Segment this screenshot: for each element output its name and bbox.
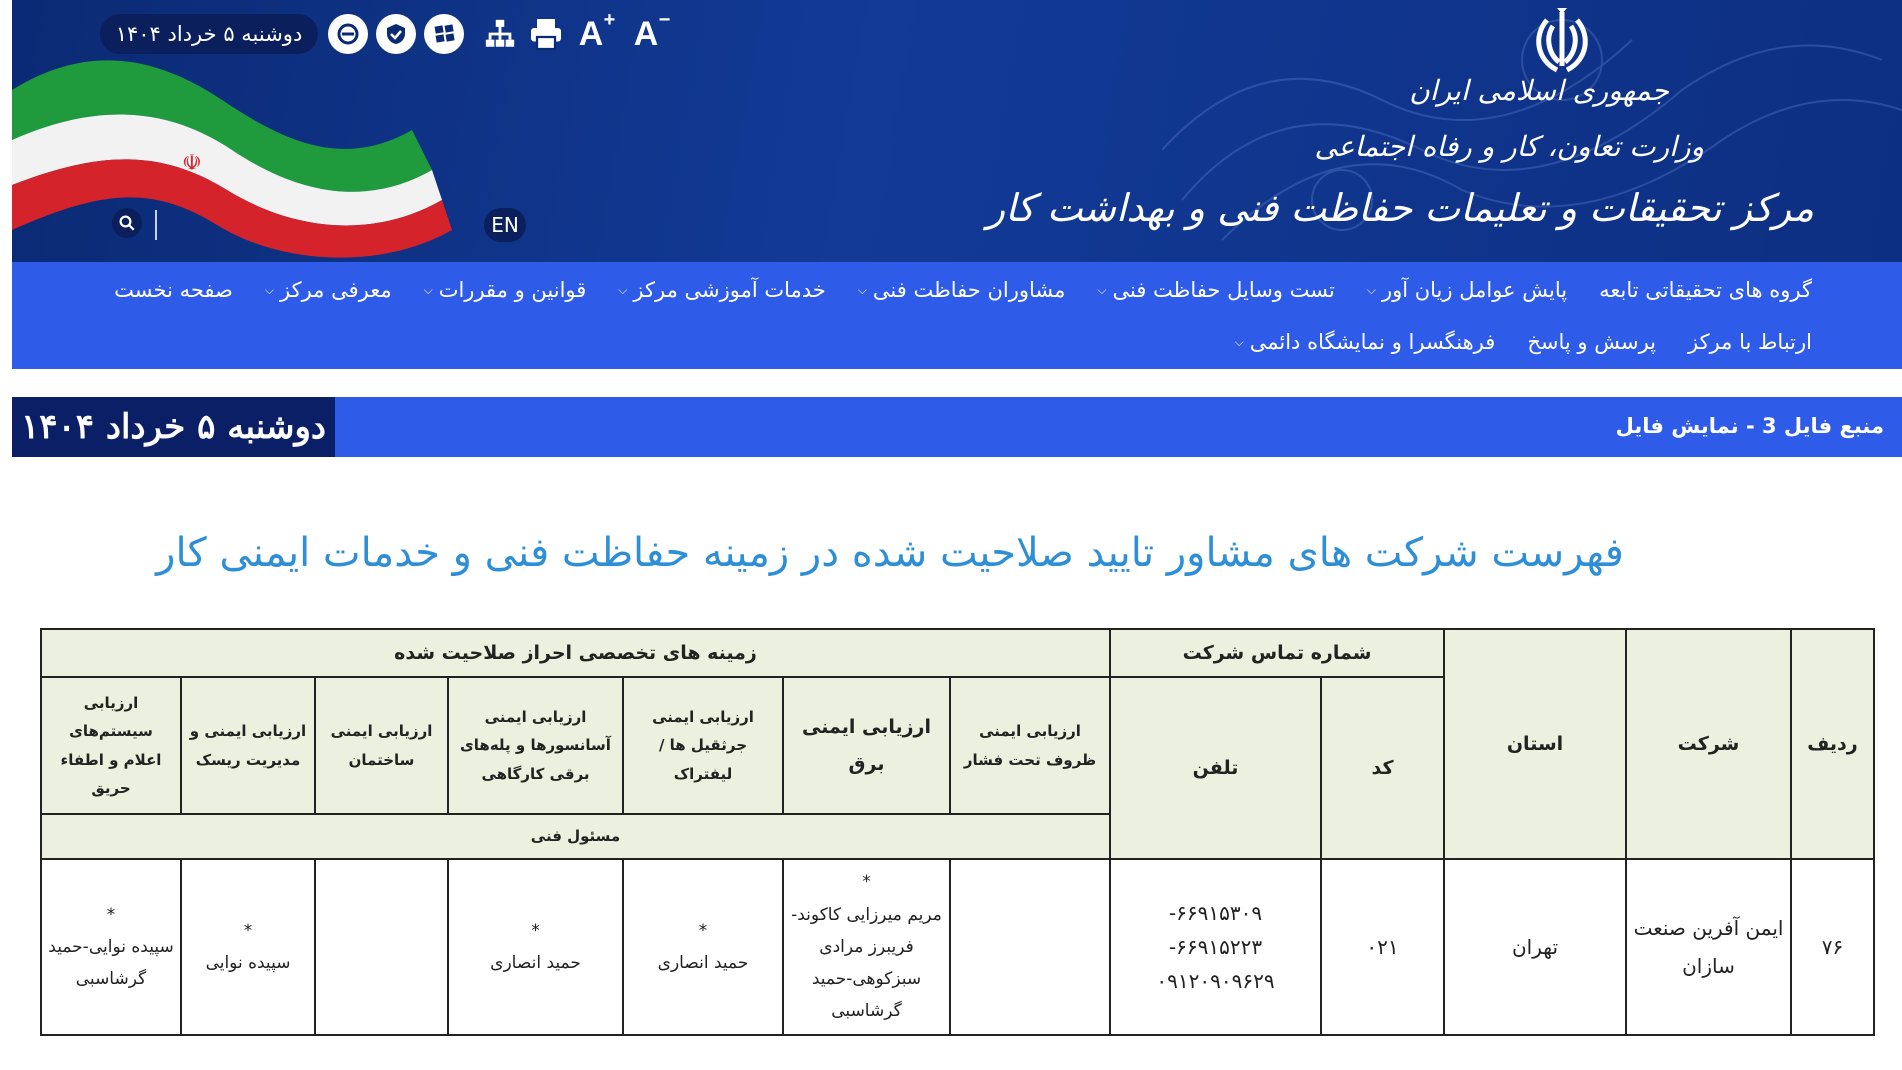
header-code: کد (1320, 676, 1445, 860)
nav-item-label: فرهنگسرا و نمایشگاه دائمی (1249, 330, 1496, 354)
header-row-no: ردیف (1790, 628, 1875, 860)
nav-item-r1-0[interactable] (114, 278, 233, 302)
cell-row-no: ۷۶ (1790, 858, 1875, 1036)
org-line-1: جمهوری اسلامی ایران (1409, 74, 1669, 107)
shield-check-icon[interactable] (374, 12, 418, 56)
chevron-down-icon: ⌵ (1097, 282, 1107, 297)
nav-item-r1-6[interactable] (1367, 278, 1567, 302)
nav-item-label: تست وسایل حفاظت فنی (1112, 278, 1335, 302)
nav-item-r1-3[interactable] (618, 278, 825, 302)
field-mark: * (243, 920, 253, 941)
field-mark: * (698, 920, 708, 941)
cell-company: ایمن آفرین صنعت سازان (1625, 858, 1792, 1036)
header-field-building: ارزیابی ایمنی ساختمان (314, 676, 449, 815)
nav-item-r1-2[interactable] (424, 278, 587, 302)
nav-item-label: پرسش و پاسخ (1527, 330, 1656, 354)
svg-text:☫: ☫ (182, 151, 202, 176)
iran-emblem-icon (1527, 6, 1597, 80)
cell-field-cranes (622, 858, 784, 1036)
header-field-risk: ارزیابی ایمنی و مدیریت ریسک (180, 676, 316, 815)
field-person: حمید انصاری (657, 953, 749, 973)
nav-item-label: صفحه نخست (114, 278, 233, 302)
nav-item-r2-0[interactable] (1235, 330, 1496, 354)
site-header (12, 0, 1902, 262)
nav-row-1 (114, 278, 1812, 302)
search-icon (118, 214, 136, 232)
breadcrumb-date: دوشنبه ۵ خرداد ۱۴۰۴ (12, 397, 335, 457)
nav-item-label: معرفی مرکز (279, 278, 392, 302)
cell-field-risk (180, 858, 316, 1036)
breadcrumb (12, 397, 1902, 457)
cell-code: ۰۲۱ (1320, 858, 1445, 1036)
font-increase-icon[interactable]: A + (578, 8, 616, 53)
nav-item-r2-1[interactable] (1527, 330, 1656, 354)
header-fields-group: زمینه های تخصصی احراز صلاحیت شده (40, 628, 1111, 678)
font-decrease-icon[interactable]: A − (633, 8, 671, 53)
main-nav (12, 262, 1902, 369)
cell-phone (1109, 858, 1322, 1036)
field-mark: * (106, 904, 116, 925)
breadcrumb-text[interactable]: منبع فایل 3 - نمایش فایل (1615, 414, 1884, 438)
header-phone: تلفن (1109, 676, 1322, 860)
header-date: دوشنبه ۵ خرداد ۱۴۰۴ (100, 14, 318, 54)
nav-item-label: خدمات آموزشی مرکز (633, 278, 826, 302)
field-mark: * (862, 872, 871, 893)
search-button[interactable] (112, 208, 142, 238)
phone-1: ۶۶۹۱۵۳۰۹- (1168, 901, 1263, 925)
consultants-table (40, 628, 1875, 1036)
sitemap-icon[interactable] (478, 12, 522, 56)
org-line-2: وزارت تعاون، کار و رفاه اجتماعی (1314, 130, 1704, 163)
cell-field-fire (40, 858, 182, 1036)
search-input[interactable] (155, 210, 157, 240)
header-field-fire: ارزیابی سیستم‌های اعلام و اطفاء حریق (40, 676, 182, 815)
nav-item-r2-2[interactable] (1688, 330, 1812, 354)
nav-item-label: گروه های تحقیقاتی تابعه (1599, 278, 1812, 302)
org-line-3: مرکز تحقیقات و تعلیمات حفاظت فنی و بهداشت کار (986, 186, 1814, 230)
iran-flag-icon (12, 20, 452, 260)
nav-row-2 (1235, 330, 1812, 354)
header-responsible: مسئول فنی (40, 813, 1111, 860)
header-contact-group: شماره تماس شرکت (1109, 628, 1445, 678)
page-title: فهرست شرکت های مشاور تایید صلاحیت شده در زمینه حفاظت فنی و خدمات ایمنی کار (156, 530, 1624, 576)
chevron-down-icon: ⌵ (423, 282, 433, 297)
cell-province: تهران (1443, 858, 1627, 1036)
windows-icon[interactable] (422, 12, 466, 56)
chevron-down-icon: ⌵ (1366, 282, 1376, 297)
cell-field-electrical (782, 858, 951, 1036)
field-person: سپیده نوایی (205, 953, 291, 973)
header-field-cranes: ارزیابی ایمنی جرثقیل ها / لیفتراک (622, 676, 784, 815)
field-person: سپیده نوایی-حمید گرشاسبی (48, 936, 174, 990)
chevron-down-icon: ⌵ (618, 282, 628, 297)
nav-item-r1-1[interactable] (265, 278, 392, 302)
nav-item-r1-4[interactable] (858, 278, 1066, 302)
header-company: شرکت (1625, 628, 1792, 860)
header-field-pressure-vessels: ارزیابی ایمنی ظروف تحت فشار (949, 676, 1111, 815)
chevron-down-icon: ⌵ (857, 282, 867, 297)
field-person: مریم میرزایی کاکوند-فریبرز مرادی سبزکوهی-حمید گرشاسبی (791, 904, 942, 1022)
field-mark: * (531, 920, 540, 941)
cell-field-elevators (447, 858, 624, 1036)
header-field-elevators: ارزیابی ایمنی آسانسورها و پله‌های برقی کارگاهی (447, 676, 624, 815)
nav-item-r1-5[interactable] (1097, 278, 1334, 302)
nav-item-label: ارتباط با مرکز (1688, 330, 1812, 354)
cell-field-building (314, 858, 449, 1036)
nav-item-label: قوانین و مقررات (438, 278, 587, 302)
chevron-down-icon: ⌵ (264, 282, 274, 297)
nav-item-r1-7[interactable] (1599, 278, 1812, 302)
chevron-down-icon: ⌵ (1234, 334, 1244, 349)
nav-item-label: پایش عوامل زیان آور (1381, 278, 1568, 302)
phone-2: ۶۶۹۱۵۲۲۳- (1168, 935, 1263, 959)
language-button[interactable]: EN (484, 208, 526, 242)
header-province: استان (1443, 628, 1627, 860)
phone-3: ۰۹۱۲۰۹۰۹۶۲۹ (1156, 969, 1275, 993)
edge-icon[interactable] (326, 12, 370, 56)
nav-item-label: مشاوران حفاظت فنی (872, 278, 1066, 302)
field-person: حمید انصاری (490, 953, 581, 973)
cell-field-pressure-vessels (949, 858, 1111, 1036)
header-field-electrical: ارزیابی ایمنی برق (782, 676, 951, 815)
print-icon[interactable] (524, 12, 568, 56)
